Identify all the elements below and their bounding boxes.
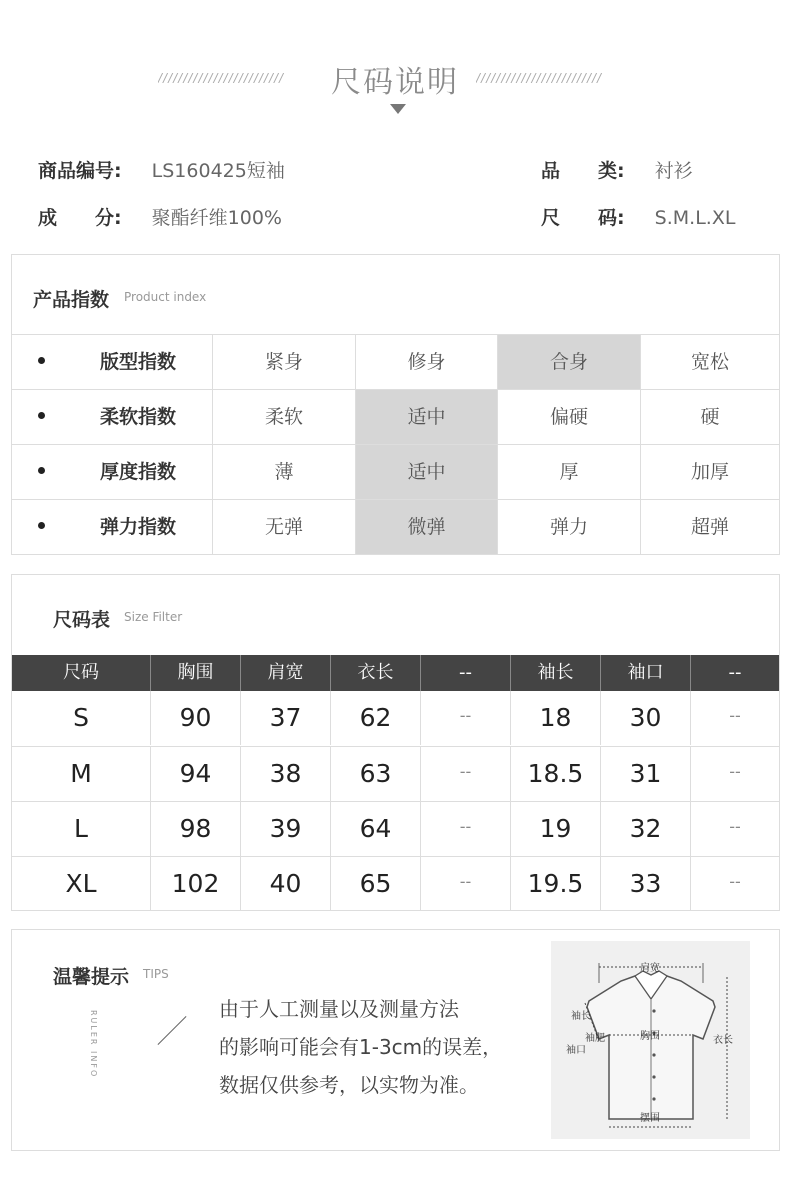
index-row bbox=[12, 499, 779, 554]
label-hem: 摆围 bbox=[640, 1113, 660, 1124]
tips-line-1: 由于人工测量以及测量方法 bbox=[219, 997, 459, 1021]
size-table-header-cell: 袖口 bbox=[600, 655, 690, 691]
shirt-measurement-diagram bbox=[551, 941, 750, 1139]
product-size bbox=[541, 203, 735, 230]
index-option: 紧身 bbox=[212, 335, 355, 389]
tips-subtitle: TIPS bbox=[143, 967, 169, 981]
table-cell: 39 bbox=[240, 802, 330, 856]
tips-line-2: 的影响可能会有1-3cm的误差， bbox=[219, 1035, 503, 1059]
page-title: 尺码说明 bbox=[331, 65, 459, 100]
size-table-header-cell: 袖长 bbox=[510, 655, 600, 691]
label-cuff: 袖口 bbox=[566, 1045, 586, 1056]
table-cell: 38 bbox=[240, 747, 330, 801]
product-material-label: 成 分: bbox=[38, 207, 122, 229]
product-code-value: LS160425短袖 bbox=[151, 160, 285, 182]
table-cell: 37 bbox=[240, 691, 330, 745]
size-table-header-cell: 尺码 bbox=[63, 662, 99, 683]
label-length: 衣长 bbox=[713, 1035, 733, 1046]
index-row-label: 厚度指数 bbox=[100, 461, 177, 483]
label-chest: 胸围 bbox=[640, 1031, 660, 1042]
table-cell: 19.5 bbox=[510, 857, 600, 911]
table-cell: S bbox=[73, 703, 89, 732]
slash-divider bbox=[158, 1016, 187, 1045]
index-option: 修身 bbox=[355, 335, 497, 389]
size-table-header bbox=[12, 655, 779, 691]
index-row-label: 柔软指数 bbox=[100, 406, 177, 428]
product-index-subtitle: Product index bbox=[124, 290, 207, 304]
index-option: 超弹 bbox=[640, 500, 779, 554]
table-cell: 30 bbox=[600, 691, 690, 745]
product-code bbox=[38, 156, 285, 183]
table-cell: L bbox=[74, 814, 88, 843]
table-cell: M bbox=[70, 759, 92, 788]
product-category-value: 衬衫 bbox=[654, 160, 693, 182]
tips-panel bbox=[11, 929, 780, 1151]
bullet-icon bbox=[38, 357, 45, 364]
label-sleeve-width: 袖肥 bbox=[585, 1033, 605, 1044]
table-cell: 18 bbox=[510, 691, 600, 745]
table-cell: -- bbox=[420, 802, 510, 856]
ruler-info-label: RULER INFO bbox=[89, 1010, 98, 1079]
tips-title: 温馨提示 bbox=[53, 966, 130, 988]
table-cell: -- bbox=[690, 802, 779, 856]
product-category-label: 品 类: bbox=[541, 160, 625, 182]
size-table-header-cell: -- bbox=[690, 655, 779, 691]
tips-line-3: 数据仅供参考，以实物为准。 bbox=[219, 1073, 479, 1097]
index-option-selected: 适中 bbox=[355, 445, 497, 499]
table-cell: -- bbox=[420, 747, 510, 801]
bullet-icon bbox=[38, 522, 45, 529]
bullet-icon bbox=[38, 412, 45, 419]
index-option: 偏硬 bbox=[497, 390, 640, 444]
index-option: 厚 bbox=[497, 445, 640, 499]
table-cell: 40 bbox=[240, 857, 330, 911]
index-row-label: 版型指数 bbox=[100, 351, 177, 373]
index-row-label: 弹力指数 bbox=[100, 516, 177, 538]
table-cell: 31 bbox=[600, 747, 690, 801]
table-row bbox=[12, 801, 779, 856]
index-option: 柔软 bbox=[212, 390, 355, 444]
table-cell: XL bbox=[65, 869, 97, 898]
index-row bbox=[12, 334, 779, 389]
index-option: 宽松 bbox=[640, 335, 779, 389]
table-cell: -- bbox=[420, 857, 510, 911]
table-cell: 32 bbox=[600, 802, 690, 856]
table-cell: 64 bbox=[330, 802, 420, 856]
table-cell: 18.5 bbox=[510, 747, 600, 801]
product-code-label: 商品编号: bbox=[38, 160, 122, 182]
down-arrow-icon bbox=[390, 104, 406, 114]
title-decoration-left: ///////////////////////// bbox=[158, 71, 285, 83]
product-category bbox=[541, 156, 693, 183]
table-row bbox=[12, 856, 779, 911]
size-table-header-cell: -- bbox=[420, 655, 510, 691]
product-size-value: S.M.L.XL bbox=[654, 207, 736, 229]
label-sleeve-length: 袖长 bbox=[571, 1011, 591, 1022]
size-table-panel bbox=[11, 574, 780, 911]
size-table-header-cell: 衣长 bbox=[330, 655, 420, 691]
index-option-selected: 适中 bbox=[355, 390, 497, 444]
index-option: 薄 bbox=[212, 445, 355, 499]
table-cell: 98 bbox=[150, 802, 240, 856]
index-row bbox=[12, 444, 779, 499]
label-shoulder: 肩宽 bbox=[640, 963, 660, 974]
size-table-title: 尺码表 bbox=[53, 609, 111, 631]
table-cell: -- bbox=[690, 691, 779, 745]
page-header bbox=[0, 55, 790, 125]
product-material bbox=[38, 203, 282, 230]
size-table-subtitle: Size Filter bbox=[124, 610, 183, 624]
bullet-icon bbox=[38, 467, 45, 474]
table-cell: 65 bbox=[330, 857, 420, 911]
table-row bbox=[12, 746, 779, 801]
product-material-value: 聚酯纤维100% bbox=[151, 207, 282, 229]
index-option: 弹力 bbox=[497, 500, 640, 554]
index-option-selected: 合身 bbox=[497, 335, 640, 389]
table-cell: 90 bbox=[150, 691, 240, 745]
size-table-header-cell: 肩宽 bbox=[240, 655, 330, 691]
title-decoration-right: ///////////////////////// bbox=[476, 71, 603, 83]
table-cell: 62 bbox=[330, 691, 420, 745]
size-table-header-cell: 胸围 bbox=[150, 655, 240, 691]
table-cell: 63 bbox=[330, 747, 420, 801]
table-cell: -- bbox=[420, 691, 510, 745]
table-cell: -- bbox=[690, 857, 779, 911]
product-size-label: 尺 码: bbox=[541, 207, 625, 229]
product-index-title: 产品指数 bbox=[33, 289, 110, 311]
index-option: 硬 bbox=[640, 390, 779, 444]
index-row bbox=[12, 389, 779, 444]
product-index-panel bbox=[11, 254, 780, 555]
table-cell: -- bbox=[690, 747, 779, 801]
table-row bbox=[12, 691, 779, 746]
table-cell: 33 bbox=[600, 857, 690, 911]
table-cell: 102 bbox=[150, 857, 240, 911]
table-cell: 19 bbox=[510, 802, 600, 856]
index-option: 无弹 bbox=[212, 500, 355, 554]
index-option-selected: 微弹 bbox=[355, 500, 497, 554]
table-cell: 94 bbox=[150, 747, 240, 801]
index-option: 加厚 bbox=[640, 445, 779, 499]
